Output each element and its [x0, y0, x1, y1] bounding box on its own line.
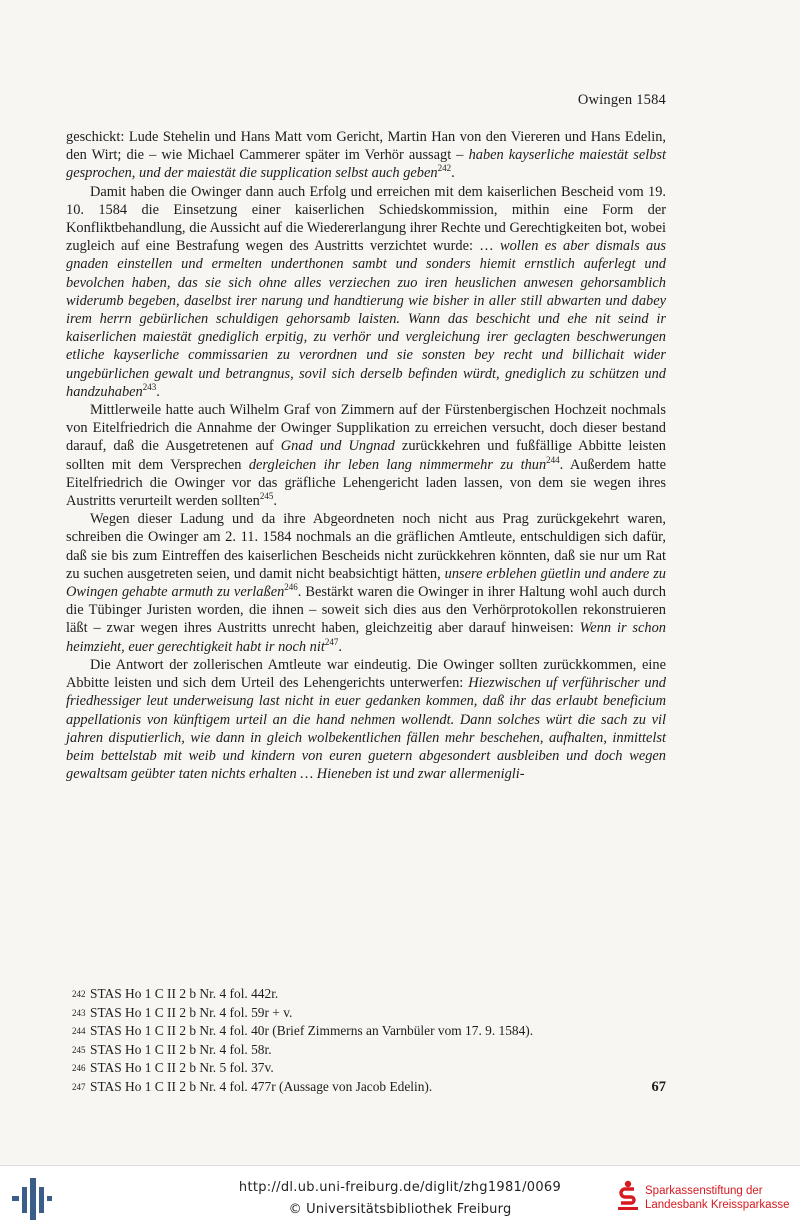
- footnote: [72, 1022, 672, 1041]
- footnote-number: 247: [72, 1081, 86, 1092]
- footnote-ref[interactable]: 244: [546, 454, 560, 465]
- footnote-text: STAS Ho 1 C II 2 b Nr. 4 fol. 40r (Brief Zimmerns an Varnbüler vom 17. 9. 1584).: [90, 1023, 534, 1039]
- sparkasse-logo-icon[interactable]: [618, 1180, 638, 1210]
- permalink[interactable]: http://dl.ub.uni-freiburg.de/diglit/zhg1981/0069: [238, 1180, 562, 1195]
- quote-run: haben kayserliche maiestät selbst gesprochen, und der maiestät die supplication selbst auch geben: [66, 147, 666, 182]
- footnote-number: 245: [72, 1044, 86, 1055]
- footnote-number: 242: [72, 989, 86, 999]
- footnote-ref[interactable]: 247: [324, 636, 339, 647]
- footnote: [72, 1041, 672, 1060]
- text-run: Mittlerweile hatte auch Wilhelm Graf von Zimmern auf der Fürstenbergischen Hochzeit nochmals von Eitelfriedrich die Annahme der Owinger Supplikation zu erreichen versucht, doch dieser bestand darauf, daß die Ausgetretenen auf: [66, 402, 666, 455]
- footnote-text: STAS Ho 1 C II 2 b Nr. 5 fol. 37v.: [90, 1060, 274, 1076]
- footnote-text: STAS Ho 1 C II 2 b Nr. 4 fol. 58r.: [90, 1041, 272, 1057]
- quote-run: Gnad und Ungnad: [280, 438, 395, 455]
- footnote-number: 243: [72, 1007, 86, 1018]
- quote-run: Wenn ir schon heimzieht, euer gerechtigkeit habt ir noch nit: [66, 620, 667, 655]
- footnote: [72, 1059, 672, 1078]
- quote-run: dergleichen ihr leben lang nimmermehr zu thun: [248, 456, 547, 473]
- text-run: Damit haben die Owinger dann auch Erfolg und erreichen mit dem kaiserlichen Bescheid vom 19. 10. 1584 die Einsetzung einer kaiserlichen Schiedskommission, mithin eine Form der Konfliktbehandlung, die Aussicht auf die Wiedererlangung ihrer Rechte und Gerechtigkeiten bot, wobei zugleich auf eine Bestrafung wegen des Austritts verzichtet wurde: …: [66, 183, 666, 255]
- paragraph-5: [66, 656, 666, 783]
- text-run: . Bestärkt waren die Owinger in ihrer Haltung wohl auch durch die Tübinger Juristen worden, die ihnen – soweit sich dies aus den Verhörprotokollen rekonstruieren läßt – zwar wegen ihres Austritts unrecht haben, gleichzeitig aber darauf hinweisen:: [66, 584, 666, 637]
- quote-run: Hiezwischen uf verführischer und friedhessiger leut underweisung last nicht in euer gedanken kommen, daß ihr das erlaubt beneficium appellationis von künftigem urteil an die hand nehmen wollendt. Dann solches würt die sach zu vil jahren disputierlich, wie dann in gleich wolbekentlichen fällen mehr beschehen, aufhalten, inmittelst beim bettelstab mit weib und kindern von euren guetern abgesondert ausbleiben und doch wegen gewaltsam geübter taten nichts erhalten … Hieneben ist und zwar allermenigli-: [66, 675, 666, 783]
- footnotes: [72, 985, 672, 1097]
- text-run: Die Antwort der zollerischen Amtleute war eindeutig. Die Owinger sollten zurückkommen, eine Abbitte leisten und sich dem Urteil des Lehengerichts unterwerfen:: [66, 656, 666, 692]
- footnote: [72, 1078, 672, 1097]
- footnote-ref[interactable]: 243: [142, 381, 157, 392]
- footnote-ref[interactable]: 242: [437, 163, 452, 174]
- footnote-number: 244: [72, 1026, 86, 1037]
- running-head: Owingen 1584: [577, 92, 666, 108]
- text-run: geschickt: Lude Stehelin und Hans Matt vom Gericht, Martin Han von den Viereren und Hans Edelin, den Wirt; die – wie Michael Cammerer später im Verhör aussagt –: [66, 129, 666, 164]
- sponsor-line: Landesbank Kreissparkasse: [645, 1199, 790, 1211]
- footnote-ref[interactable]: 245: [259, 491, 274, 502]
- footnote-ref[interactable]: 246: [284, 582, 298, 593]
- footnote-text: STAS Ho 1 C II 2 b Nr. 4 fol. 59r + v.: [90, 1004, 293, 1020]
- footnote-text: STAS Ho 1 C II 2 b Nr. 4 fol. 477r (Aussage von Jacob Edelin).: [90, 1078, 433, 1094]
- footnote: [72, 1004, 672, 1023]
- sponsor-line: Sparkassenstiftung der: [645, 1185, 763, 1197]
- quote-run: wollen es aber dismals aus gnaden einstellen und ermelten underthonen sambt und sonders hiemit ernstlich auferlegt und bevolchen haben, das sie sich ohne alles verziechen zuo iren heuslichen anwesen gehorsamblich widerumb begeben, daselbst irer narung und handtierung wie bisher in aller still abwarten und dabey irem herrn gebürlichen schuldigen gehorsamb laisten. Wann das beschicht und ehe nit seind ir kaiserlichen maiestät gnediglich erpitig, zu verhör und vergleichung irer geclagten beschwerungen etliche kayserliche commissarien zu verordnen und sie sonsten bey recht und billichait wider ungebürlichen gewalt und betrangnus, sovil sich derselb befinden würdt, gnediglich zu schützen und handzuhaben: [66, 238, 666, 400]
- footnote: [72, 985, 672, 1004]
- text-run: .: [156, 383, 160, 400]
- text-run: .: [338, 638, 342, 655]
- text-run: .: [273, 493, 277, 510]
- text-run: .: [451, 165, 455, 182]
- viewer-footer: [0, 1165, 800, 1227]
- paragraph-1: [66, 128, 666, 183]
- body-text: [66, 128, 666, 783]
- text-run: zurückkehren und fußfällige Abbitte leisten sollten mit dem Versprechen: [66, 438, 666, 473]
- quote-run: unsere erblehen güetlin und andere zu Owingen gehabte armuth zu verlaßen: [66, 565, 666, 601]
- footnote-text: STAS Ho 1 C II 2 b Nr. 4 fol. 442r.: [90, 986, 279, 1001]
- paragraph-4: [66, 510, 666, 656]
- text-run: . Außerdem hatte Eitelfriedrich die Owinger vor das gräfliche Lehengericht laden lassen, von dem sie wegen ihres Austritts verurteilt werden sollten: [66, 456, 666, 510]
- copyright: © Universitätsbibliothek Freiburg: [288, 1202, 512, 1217]
- page-number: 67: [651, 1079, 666, 1095]
- paragraph-2: [66, 183, 666, 401]
- text-run: Wegen dieser Ladung und da ihre Abgeordneten noch nicht aus Prag zurückgekehrt waren, schreiben die Owinger am 2. 11. 1584 nochmals an die gräflichen Amtleute, entschuldigen sich dafür, daß sie bis zum Eintreffen des kaiserlichen Bescheids nicht zurückkehren könnten, daß sie nur um Rat zu suchen ausgetreten seien, und damit nicht beabsichtigt hätten,: [66, 511, 666, 582]
- paragraph-3: [66, 401, 666, 510]
- footnote-number: 246: [72, 1063, 86, 1074]
- sponsor-text[interactable]: [645, 1184, 789, 1212]
